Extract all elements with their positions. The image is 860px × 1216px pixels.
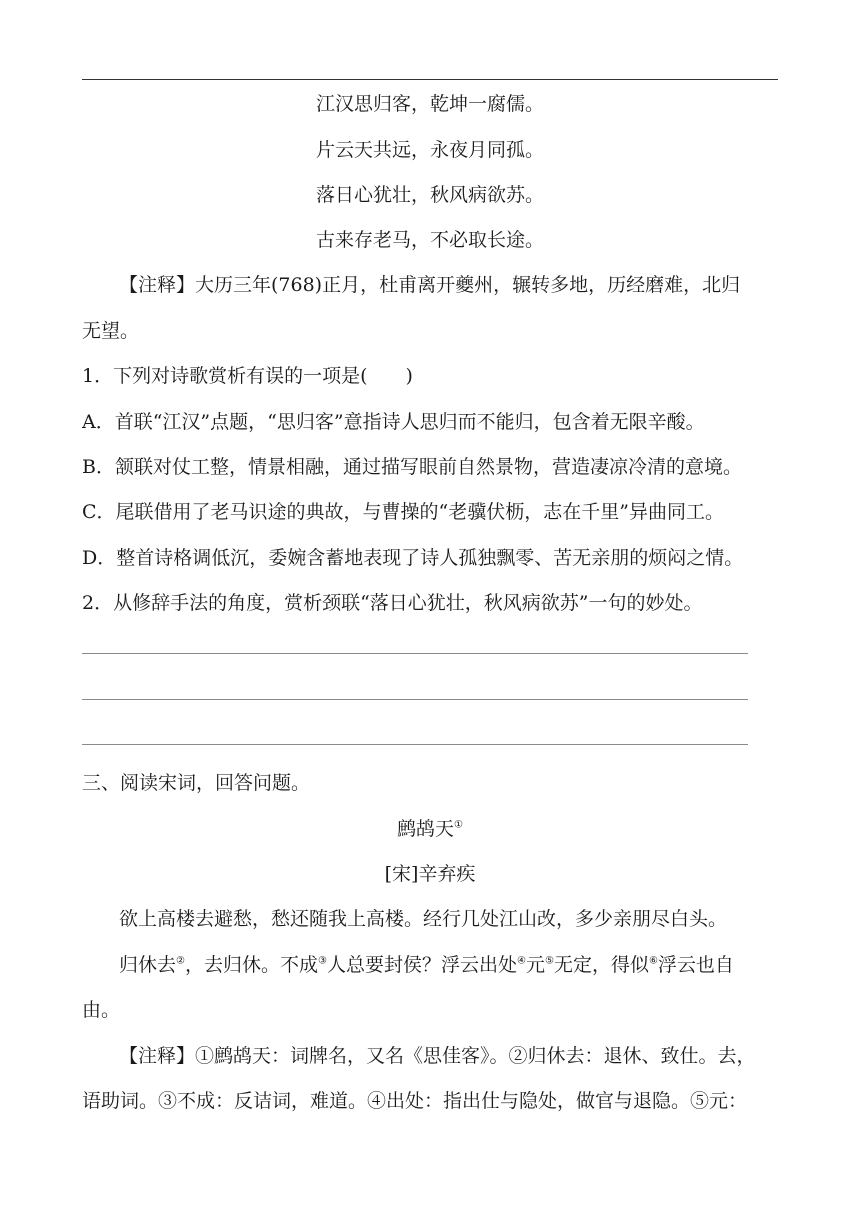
ci-para-2	[119, 953, 734, 977]
footnote-4: ④	[516, 955, 526, 967]
option-a: A．首联“江汉”点题，“思归客”意指诗人思归而不能归，包含着无限辛酸。	[82, 411, 705, 433]
answer-line-3[interactable]	[82, 744, 748, 745]
ci-title-footnote: ①	[454, 819, 463, 831]
option-b: B．颔联对仗工整，情景相融，通过描写眼前自然景物，营造凄凉冷清的意境。	[82, 456, 742, 478]
ci-para-2-text: ，去归休。不成	[184, 954, 318, 976]
ci-para-1: 欲上高楼去避愁，愁还随我上高楼。经行几处江山改，多少亲朋尽白头。	[119, 908, 728, 930]
answer-line-1[interactable]	[82, 653, 748, 654]
ci-para-2-text: 浮云也自	[657, 954, 734, 976]
ci-para-2-text: 元	[525, 954, 545, 976]
poem-line-2: 片云天共远，永夜月同孤。	[315, 139, 544, 161]
footnote-2: ②	[176, 955, 185, 967]
footnote-5: ⑤	[544, 955, 554, 967]
ci-author: [宋]辛弃疾	[384, 863, 476, 885]
poem-note-line-1: 【注释】大历三年(768)正月，杜甫离开夔州，辗转多地，历经磨难，北归	[119, 274, 741, 296]
section-3-heading: 三、阅读宋词，回答问题。	[82, 772, 311, 794]
answer-line-2[interactable]	[82, 699, 748, 700]
option-d: D．整首诗格调低沉，委婉含蓄地表现了诗人孤独飘零、苦无亲朋的烦闷之情。	[82, 547, 744, 569]
ci-note-line-1: 【注释】①鹧鸪天：词牌名，又名《思佳客》。②归休去：退休、致仕。去，	[119, 1045, 756, 1067]
option-c: C．尾联借用了老马识途的典故，与曹操的“老骥伏枥，志在千里”异曲同工。	[82, 501, 724, 523]
poem-note-line-2: 无望。	[82, 320, 140, 342]
question-1-stem: 1．下列对诗歌赏析有误的一项是( )	[82, 365, 413, 387]
ci-para-2-text: 人总要封侯？浮云出处	[326, 954, 517, 976]
poem-line-4: 古来存老马，不必取长途。	[315, 229, 544, 251]
ci-para-2-cont: 由。	[82, 999, 121, 1021]
ci-title	[0, 817, 860, 841]
ci-para-2-text: 归休去	[119, 954, 177, 976]
poem-line-1: 江汉思归客，乾坤一腐儒。	[315, 93, 544, 115]
poem-line-3: 落日心犹壮，秋风病欲苏。	[315, 184, 544, 206]
footnote-6: ⑥	[648, 955, 658, 967]
ci-title-text: 鹧鸪天	[397, 818, 455, 840]
top-rule	[82, 79, 778, 80]
footnote-3: ③	[318, 955, 327, 967]
ci-para-2-text: 无定，得似	[553, 954, 649, 976]
ci-note-line-2: 语助词。③不成：反诘词，难道。④出处：指出仕与隐处，做官与退隐。⑤元：	[82, 1090, 748, 1112]
question-2-stem: 2．从修辞手法的角度，赏析颈联“落日心犹壮，秋风病欲苏”一句的妙处。	[82, 592, 703, 614]
